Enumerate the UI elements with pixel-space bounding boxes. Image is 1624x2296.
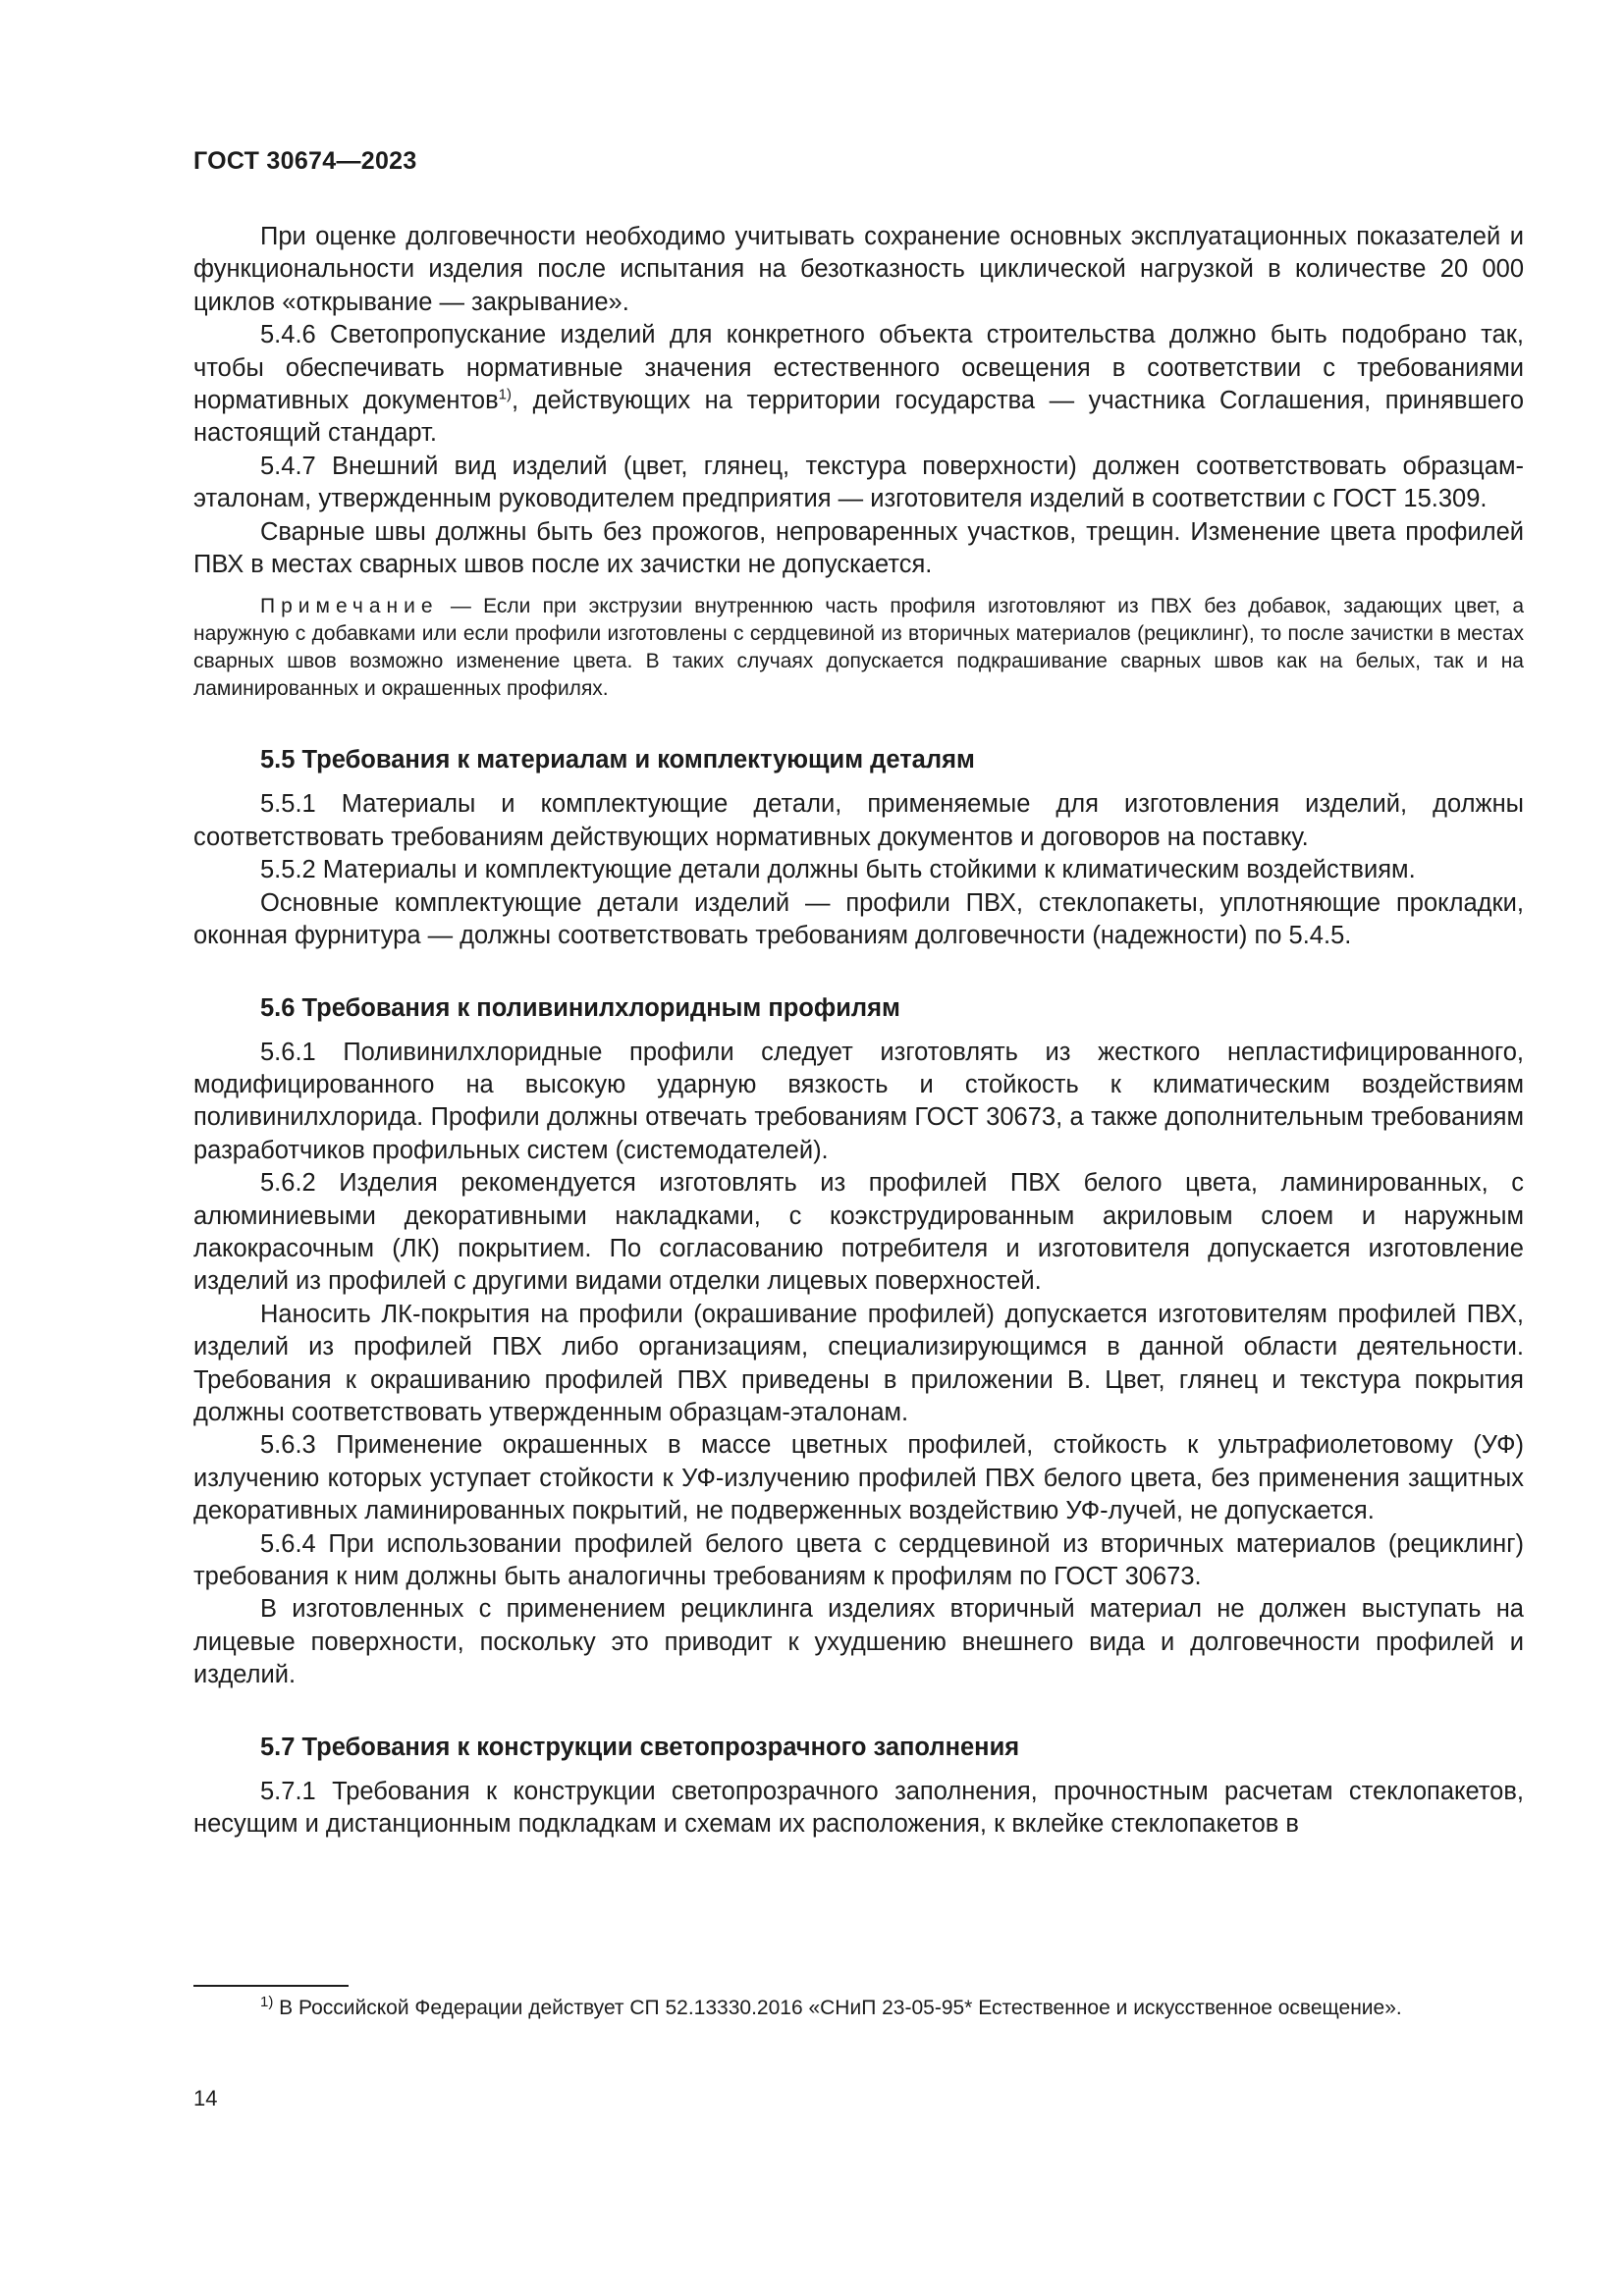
paragraph-durability: При оценке долговечности необходимо учитывать сохранение основных эксплуатационных показателей и функциональности изделия после испытания на безотказность циклической нагрузкой в количестве 20 000 циклов «открывание — закрывание».: [193, 223, 1524, 316]
paragraph-5-6-4: 5.6.4 При использовании профилей белого цвета с сердцевиной из вторичных материалов (рециклинг) требования к ним должны быть аналогичны требованиям к профилям по ГОСТ 30673.: [193, 1529, 1524, 1590]
paragraph-5-4-6-text: 5.4.6 Светопропускание изделий для конкретного объекта строительства должно быть подобрано так, чтобы обеспечивать нормативные значения естественного освещения в соответствии с требованиями нормативных документов: [193, 321, 1524, 415]
paragraph-5-6-4-recycling: В изготовленных с применением рециклинга изделиях вторичный материал не должен выступать на лицевые поверхности, поскольку это приводит к ухудшению внешнего вида и долговечности профилей и изделий.: [193, 1595, 1524, 1689]
document-code-header: ГОСТ 30674—2023: [193, 147, 417, 175]
section-heading-5-7: 5.7 Требования к конструкции светопрозрачного заполнения: [260, 1733, 1020, 1761]
paragraph-5-5-2-components: Основные комплектующие детали изделий — профили ПВХ, стеклопакеты, уплотняющие прокладки, оконная фурнитура — должны соответствовать требованиям долговечности (надежности) по 5.4.5.: [193, 888, 1524, 950]
section-heading-5-6: 5.6 Требования к поливинилхлоридным профилям: [260, 993, 900, 1022]
note-label: Примечание: [260, 595, 439, 618]
paragraph-5-6-2-coating: Наносить ЛК-покрытия на профили (окрашивание профилей) допускается изготовителям профилей ПВХ, изделий из профилей ПВХ либо организациям, специализирующимся в данной области деятельности. Требования к окрашиванию профилей ПВХ приведены в приложении В. Цвет, глянец и текстура покрытия должны соответствовать утвержденным образцам-эталонам.: [193, 1300, 1524, 1426]
page-body: [193, 221, 1524, 1841]
paragraph-5-6-3: 5.6.3 Применение окрашенных в массе цветных профилей, стойкость к ультрафиолетовому (УФ) излучению которых уступает стойкости к УФ-излучению профилей ПВХ белого цвета, без применения защитных декоративных ламинированных покрытий, не подверженных воздействию УФ-лучей, не допускается.: [193, 1431, 1524, 1525]
paragraph-5-4-6-text-cont: , действующих на территории государства — участника Соглашения, принявшего настоящий стандарт.: [193, 387, 1525, 448]
footnote-marker: 1): [260, 1994, 274, 2010]
note-block: [193, 593, 1524, 703]
footnote-reference[interactable]: 1): [498, 386, 512, 403]
section-heading-5-5: 5.5 Требования к материалам и комплектующим деталям: [260, 746, 975, 774]
footnote-divider: [193, 1985, 349, 1987]
paragraph-5-4-7: 5.4.7 Внешний вид изделий (цвет, глянец, текстура поверхности) должен соответствовать образцам-эталонам, утвержденным руководителем предприятия — изготовителя изделий в соответствии с ГОСТ 15.309.: [193, 452, 1524, 513]
paragraph-5-7-1: 5.7.1 Требования к конструкции светопрозрачного заполнения, прочностным расчетам стеклопакетов, несущим и дистанционным подкладкам и схемам их расположения, к вклейке стеклопакетов в: [193, 1777, 1524, 1839]
paragraph-welds: Сварные швы должны быть без прожогов, непроваренных участков, трещин. Изменение цвета профилей ПВХ в местах сварных швов после их зачистки не допускается.: [193, 517, 1524, 579]
paragraph-5-6-2: 5.6.2 Изделия рекомендуется изготовлять из профилей ПВХ белого цвета, ламинированных, с алюминиевыми декоративными накладками, с коэкструдированным акриловым слоем и наружным лакокрасочным (ЛК) покрытием. По согласованию потребителя и изготовителя допускается изготовление изделий из профилей с другими видами отделки лицевых поверхностей.: [193, 1169, 1524, 1296]
footnote: [193, 1995, 1524, 2022]
note-text: — Если при экструзии внутреннюю часть профиля изготовляют из ПВХ без добавок, задающих цвет, а наружную с добавками или если профили изготовлены с сердцевиной из вторичных материалов (рециклинг), то после зачистки в местах сварных швов возможно изменение цвета. В таких случаях допускается подкрашивание сварных швов как на белых, так и на ламинированных и окрашенных профилях.: [193, 595, 1524, 701]
page-number: 14: [193, 2086, 218, 2110]
paragraph-5-4-6: [193, 319, 1524, 451]
paragraph-5-5-1: 5.5.1 Материалы и комплектующие детали, применяемые для изготовления изделий, должны соответствовать требованиям действующих нормативных документов и договоров на поставку.: [193, 790, 1524, 851]
paragraph-5-6-1: 5.6.1 Поливинилхлоридные профили следует изготовлять из жесткого непластифицированного, модифицированного на высокую ударную вязкость и стойкость к климатическим воздействиям поливинилхлорида. Профили должны отвечать требованиям ГОСТ 30673, а также дополнительным требованиям разработчиков профильных систем (системодателей).: [193, 1038, 1524, 1164]
footnote-text: В Российской Федерации действует СП 52.13330.2016 «СНиП 23-05-95* Естественное и искусственное освещение».: [273, 1997, 1402, 2019]
paragraph-5-5-2: 5.5.2 Материалы и комплектующие детали должны быть стойкими к климатическим воздействиям.: [260, 856, 1416, 884]
